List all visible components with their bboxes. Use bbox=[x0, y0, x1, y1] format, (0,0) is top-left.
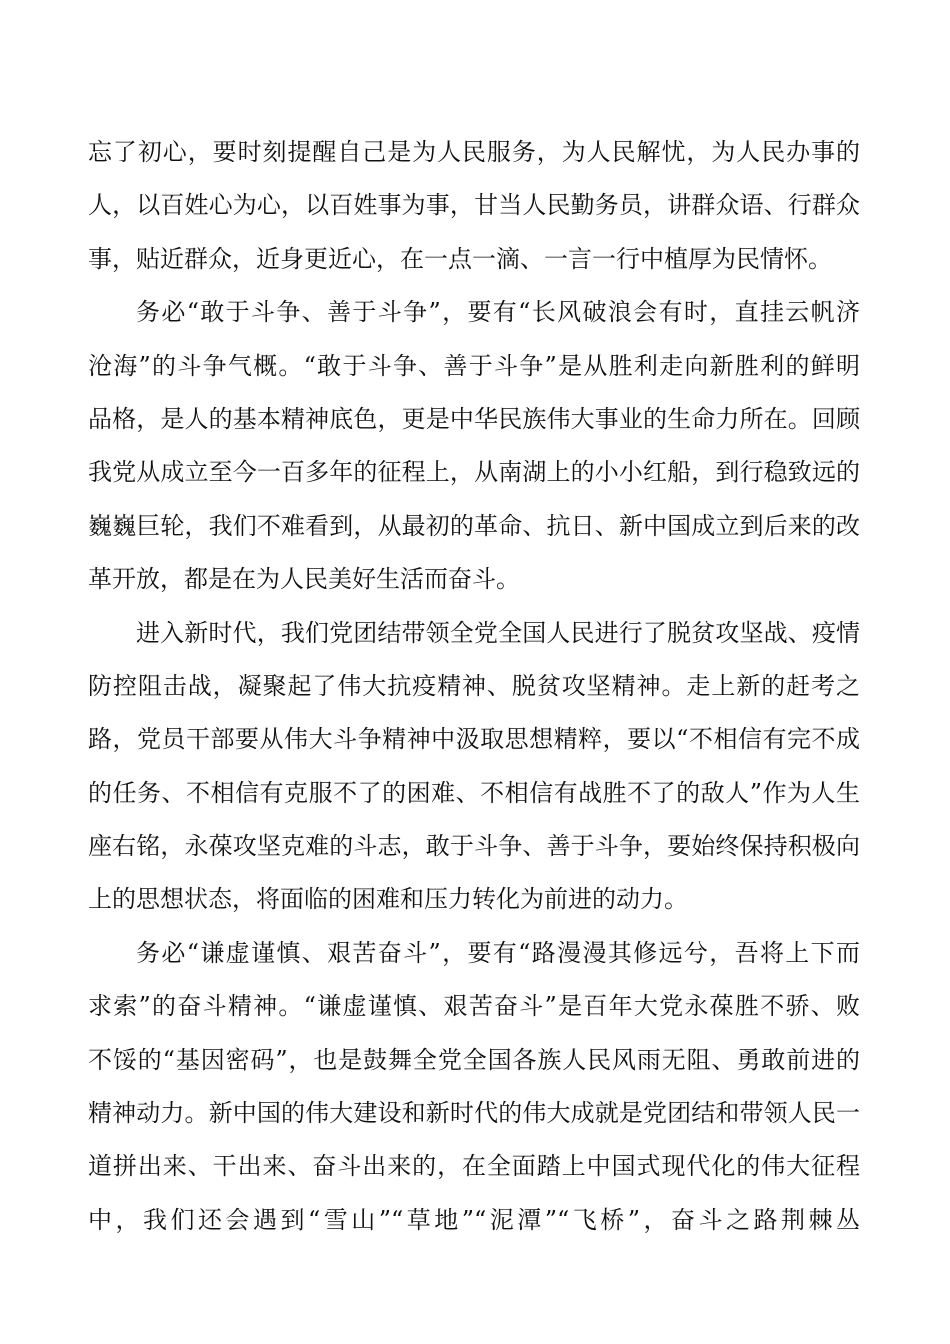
text-line: 不馁的“基因密码”，也是鼓舞全党全国各族人民风雨无阻、勇敢前进的 bbox=[88, 1045, 860, 1074]
text-line: 中，我们还会遇到“雪山”“草地”“泥潭”“飞桥”，奋斗之路荆棘丛 bbox=[88, 1205, 860, 1234]
paragraph-first-line: 务必“敢于斗争、善于斗争”，要有“长风破浪会有时，直挂云帆济 bbox=[136, 298, 860, 327]
text-line: 路，党员干部要从伟大斗争精神中汲取思想精粹，要以“不相信有完不成 bbox=[88, 725, 860, 754]
text-line: 事，贴近群众，近身更近心，在一点一滴、一言一行中植厚为民情怀。 bbox=[88, 244, 832, 273]
body-text bbox=[88, 126, 860, 1247]
text-line: 沧海”的斗争气概。“敢于斗争、善于斗争”是从胜利走向新胜利的鲜明 bbox=[88, 351, 860, 380]
text-line: 人，以百姓心为心，以百姓事为事，甘当人民勤务员，讲群众语、行群众 bbox=[88, 191, 860, 220]
paragraph-first-line: 进入新时代，我们党团结带领全党全国人民进行了脱贫攻坚战、疫情 bbox=[136, 618, 860, 647]
text-line: 上的思想状态，将面临的困难和压力转化为前进的动力。 bbox=[88, 885, 688, 914]
text-line: 道拼出来、干出来、奋斗出来的，在全面踏上中国式现代化的伟大征程 bbox=[88, 1152, 860, 1181]
text-line: 品格，是人的基本精神底色，更是中华民族伟大事业的生命力所在。回顾 bbox=[88, 404, 860, 433]
text-line: 精神动力。新中国的伟大建设和新时代的伟大成就是党团结和带领人民一 bbox=[88, 1099, 860, 1128]
text-line: 防控阻击战，凝聚起了伟大抗疫精神、脱贫攻坚精神。走上新的赶考之 bbox=[88, 671, 860, 700]
text-line: 求索”的奋斗精神。“谦虚谨慎、艰苦奋斗”是百年大党永葆胜不骄、败 bbox=[88, 992, 860, 1021]
paragraph-first-line: 务必“谦虚谨慎、艰苦奋斗”，要有“路漫漫其修远兮，吾将上下而 bbox=[136, 938, 860, 967]
text-line: 巍巍巨轮，我们不难看到，从最初的革命、抗日、新中国成立到后来的改 bbox=[88, 511, 860, 540]
text-line: 我党从成立至今一百多年的征程上，从南湖上的小小红船，到行稳致远的 bbox=[88, 458, 860, 487]
text-line: 忘了初心，要时刻提醒自己是为人民服务，为人民解忧，为人民办事的 bbox=[88, 138, 860, 166]
text-line: 革开放，都是在为人民美好生活而奋斗。 bbox=[88, 565, 520, 594]
text-line: 的任务、不相信有克服不了的困难、不相信有战胜不了的敌人”作为人生 bbox=[88, 778, 860, 807]
text-line: 座右铭，永葆攻坚克难的斗志，敢于斗争、善于斗争，要始终保持积极向 bbox=[88, 832, 860, 861]
